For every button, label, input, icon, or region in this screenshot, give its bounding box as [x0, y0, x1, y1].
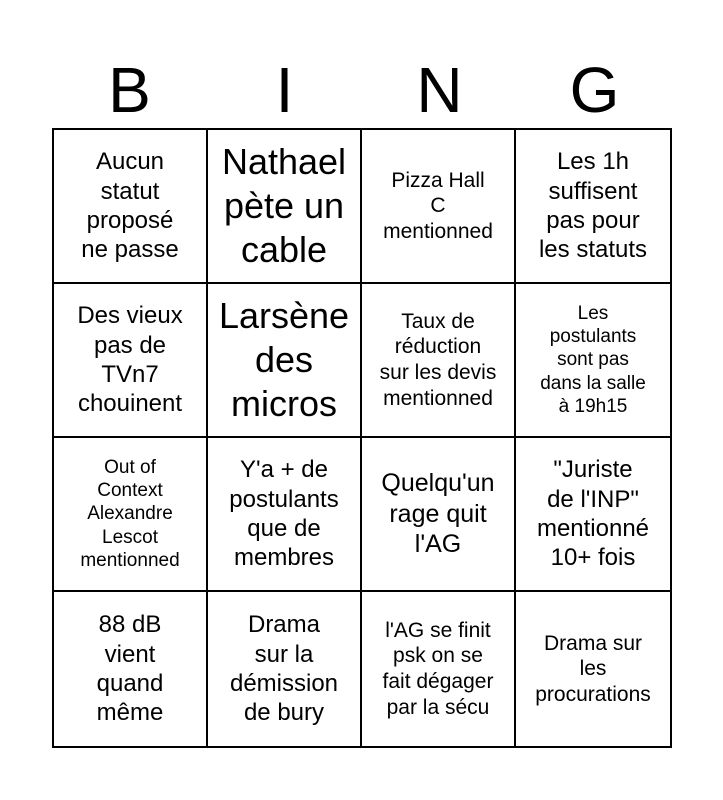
- bingo-header: [52, 52, 672, 128]
- bingo-cell-r1c2[interactable]: [208, 130, 362, 284]
- cell-text: Larsène des micros: [218, 295, 350, 424]
- bingo-cell-r3c4[interactable]: [516, 438, 670, 592]
- header-letter-i: I: [275, 54, 294, 126]
- cell-text: Taux de réduction sur les devis mentionned: [379, 309, 497, 410]
- bingo-cell-r3c3[interactable]: [362, 438, 516, 592]
- bingo-cell-r2c3[interactable]: [362, 284, 516, 438]
- bingo-cell-r3c2[interactable]: [208, 438, 362, 592]
- cell-text: Nathael pète un cable: [221, 141, 347, 270]
- bingo-cell-r4c3[interactable]: [362, 592, 516, 746]
- cell-text: Aucun statut proposé ne passe: [81, 148, 179, 264]
- bingo-cell-r2c4[interactable]: [516, 284, 670, 438]
- cell-text: Pizza Hall C mentionned: [383, 168, 493, 243]
- bingo-grid: [52, 128, 672, 748]
- header-letter-n: N: [416, 54, 463, 126]
- cell-text: Des vieux pas de TVn7 chouinent: [77, 302, 183, 418]
- bingo-cell-r1c1[interactable]: [54, 130, 208, 284]
- bingo-cell-r1c4[interactable]: [516, 130, 670, 284]
- cell-text: Drama sur la démission de bury: [229, 611, 339, 727]
- bingo-cell-r4c2[interactable]: [208, 592, 362, 746]
- cell-text: "Juriste de l'INP" mentionné 10+ fois: [536, 456, 650, 572]
- cell-text: Quelqu'un rage quit l'AG: [381, 469, 495, 559]
- bingo-cell-r2c1[interactable]: [54, 284, 208, 438]
- cell-text: l'AG se finit psk on se fait dégager par la sécu: [382, 618, 494, 719]
- cell-text: Y'a + de postulants que de membres: [229, 456, 339, 572]
- bingo-cell-r1c3[interactable]: [362, 130, 516, 284]
- bingo-cell-r2c2[interactable]: [208, 284, 362, 438]
- bingo-cell-r4c4[interactable]: [516, 592, 670, 746]
- cell-text: Drama sur les procurations: [535, 631, 651, 706]
- bingo-cell-r4c1[interactable]: [54, 592, 208, 746]
- bingo-cell-r3c1[interactable]: [54, 438, 208, 592]
- cell-text: 88 dB vient quand même: [96, 611, 164, 727]
- cell-text: Les postulants sont pas dans la salle à 19h15: [540, 303, 646, 417]
- header-letter-b: B: [108, 54, 151, 126]
- header-letter-g: G: [569, 54, 620, 126]
- cell-text: Les 1h suffisent pas pour les statuts: [538, 148, 648, 264]
- cell-text: Out of Context Alexandre Lescot mentionned: [80, 457, 180, 571]
